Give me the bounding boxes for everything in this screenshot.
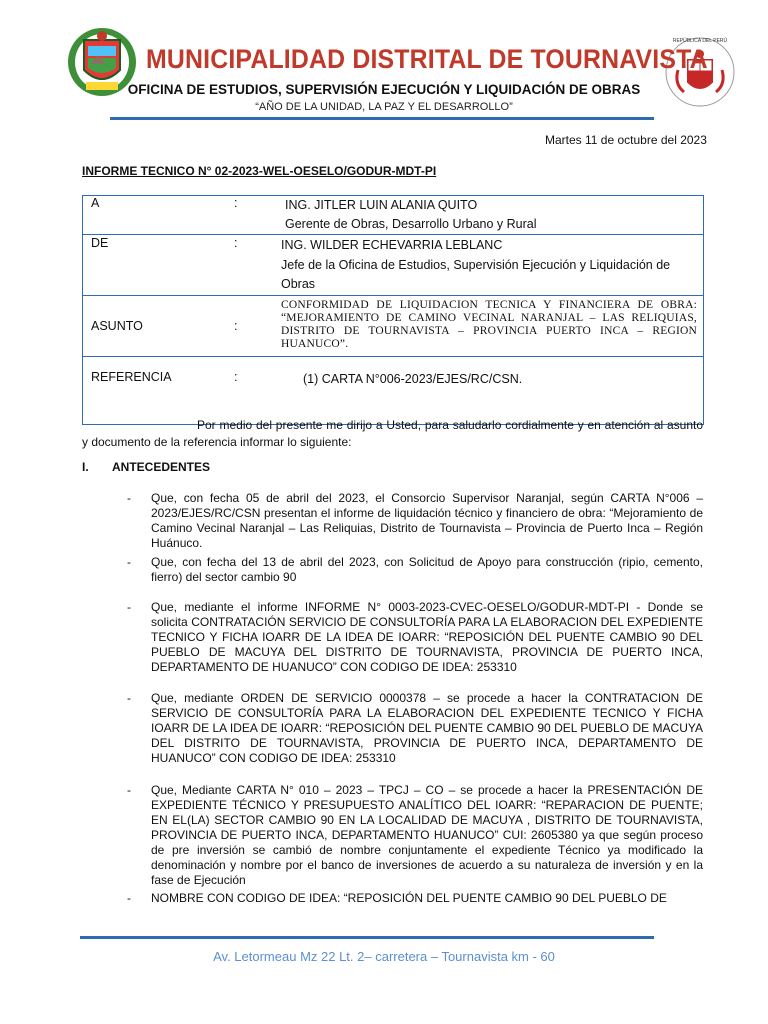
document-date: Martes 11 de octubre del 2023 [545, 133, 707, 147]
seal-arc-text: REPÚBLICA DEL PERÚ [672, 38, 728, 44]
list-item: Que, con fecha 05 de abril del 2023, el Consorcio Supervisor Naranjal, según CARTA N°006 – 2023/EJES/RC/CSN presentan el informe de liquidación técnico y financiero de obra: “Mejoramiento de Camino Vecinal Naranjal – Las Reliquias, Distrito de Tournavista – Provincia de Puerto Inca – Región Huánuco. [151, 491, 703, 550]
bullet-marker: - [127, 783, 131, 797]
list-item: Que, mediante ORDEN DE SERVICIO 0000378 – se procede a hacer la CONTRATACION DE SERVICIO DE CONSULTORÍA PARA LA ELABORACION DEL EXPEDIENTE TECNICO Y FICHA IOARR DE LA IDEA DE IOARR: “REPOSICIÓN DEL PUENTE CAMBIO 90 DEL PUEBLO DE MACUYA DEL DISTRITO DE TOURNAVISTA, PROVINCIA DE PUERTO INCA, DEPARTAMENTO DE HUANUCO” CON CODIGO DE IDEA: 253310 [151, 691, 703, 765]
row-colon: : [234, 236, 238, 250]
list-item: NOMBRE CON CODIGO DE IDEA: “REPOSICIÓN DEL PUENTE CAMBIO 90 DEL PUEBLO DE [151, 891, 667, 905]
row-key: ASUNTO [91, 318, 143, 333]
bullet-marker: - [127, 691, 131, 705]
office-subtitle: OFICINA DE ESTUDIOS, SUPERVISIÓN EJECUCIÓN Y LIQUIDACIÓN DE OBRAS [127, 82, 641, 97]
row-key: DE [91, 236, 109, 250]
bullet-marker: - [127, 491, 131, 505]
section-title: ANTECEDENTES [112, 460, 211, 474]
row-colon: : [234, 318, 238, 333]
bullet-marker: - [127, 600, 131, 614]
list-item: Que, Mediante CARTA N° 010 – 2023 – TPCJ – CO – se procede a hacer la PRESENTACIÓN DE EXPEDIENTE TÉCNICO Y PRESUPUESTO ANALÍTICO DEL IOARR: “REPARACION DE PUENTE; EN EL(LA) SECTOR CAMBIO 90 EN LA LOCALIDAD DE MACUYA , DISTRITO DE TOURNAVISTA, PROVINCIA DE PUERTO INCA, DEPARTAMENTO HUANUCO” CUI: 2605380 ya que según proceso de pre inversión se cambió de nombre conjuntamente el expediente Técnico ya modificado la denominación y nombre por el banco de inversiones de acuerdo a su naturaleza de inversión y en la fase de Ejecución [151, 783, 703, 887]
sender-name: ING. WILDER ECHEVARRIA LEBLANC [281, 238, 503, 252]
table-row [83, 356, 704, 424]
bullet-marker: - [127, 555, 131, 569]
table-row [83, 196, 704, 235]
footer-rule [80, 936, 654, 939]
municipality-title: MUNICIPALIDAD DISTRITAL DE TOURNAVISTA [146, 44, 708, 74]
intro-paragraph: Por medio del presente me dirijo a Usted, para saludarlo cordialmente y en atención al asunto y documento de la referencia informar lo siguiente: [82, 418, 703, 449]
row-value: (1) CARTA N°006-2023/EJES/RC/CSN. [303, 371, 523, 386]
sender-position: Jefe de la Oficina de Estudios, Supervisión Ejecución y Liquidación de Obras [281, 257, 671, 291]
section-number: I. [82, 460, 89, 474]
list-item: Que, mediante el informe INFORME N° 0003-2023-CVEC-OESELO/GODUR-MDT-PI - Donde se solicita CONTRATACIÓN SERVICIO DE CONSULTORÍA PARA LA ELABORACION DEL EXPEDIENTE TECNICO Y FICHA IOARR DE LA IDEA DE IOARR: “REPOSICIÓN DEL PUENTE CAMBIO 90 DEL PUEBLO DE MACUYA DEL DISTRITO DE TOURNAVISTA, PROVINCIA DE PUERTO INCA, DEPARTAMENTO DE HUANUCO” CON CODIGO DE IDEA: 253310 [151, 600, 703, 674]
recipient-name: ING. JITLER LUIN ALANIA QUITO [285, 198, 478, 212]
bullet-marker: - [127, 891, 131, 905]
table-row [83, 295, 704, 356]
row-colon: : [234, 369, 238, 384]
table-row [83, 235, 704, 296]
reference-table [82, 195, 704, 425]
row-key: REFERENCIA [91, 369, 172, 384]
row-value: CONFORMIDAD DE LIQUIDACION TECNICA Y FINANCIERA DE OBRA: “MEJORAMIENTO DE CAMINO VECINAL NARANJAL – LAS RELIQUIAS, DISTRITO DE TOURNAVISTA – PROVINCIA PUERTO INCA – REGION HUANUCO”. [281, 298, 697, 350]
row-key: A [91, 196, 100, 210]
footer-address: Av. Letormeau Mz 22 Lt. 2– carretera – Tournavista km - 60 [213, 949, 555, 964]
row-value [281, 196, 704, 235]
row-colon: : [234, 196, 238, 210]
row-value [281, 235, 704, 296]
year-motto: “AÑO DE LA UNIDAD, LA PAZ Y EL DESARROLLO” [255, 101, 513, 113]
section-heading [82, 460, 210, 474]
list-item: Que, con fecha del 13 de abril del 2023, con Solicitud de Apoyo para construcción (ripio, cemento, fierro) del sector cambio 90 [151, 555, 703, 584]
header-rule [110, 117, 654, 120]
informe-title: INFORME TECNICO N° 02-2023-WEL-OESELO/GODUR-MDT-PI [82, 164, 437, 178]
recipient-position: Gerente de Obras, Desarrollo Urbano y Rural [285, 217, 537, 231]
